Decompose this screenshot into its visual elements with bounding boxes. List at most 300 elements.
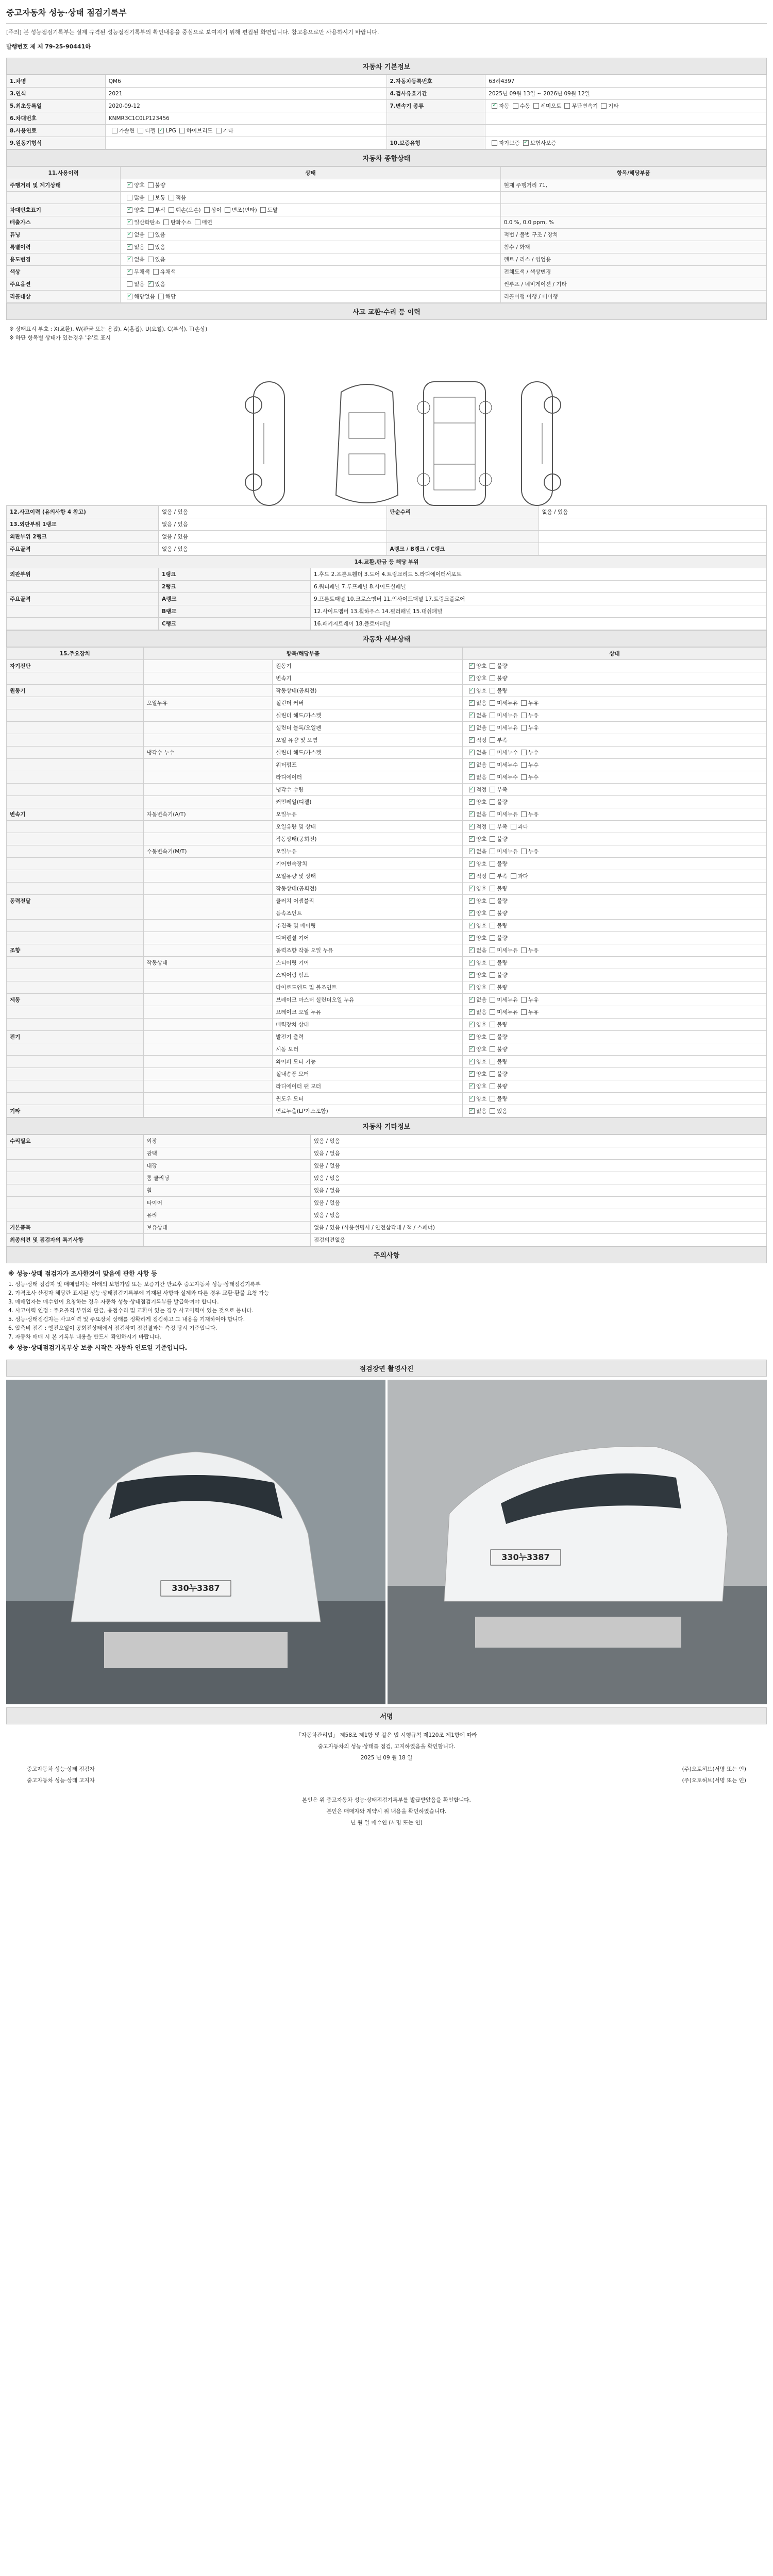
- group-cell: [143, 734, 273, 747]
- checkbox[interactable]: [490, 1096, 495, 1101]
- checkbox[interactable]: [490, 1022, 495, 1027]
- checkbox-label: 누유: [528, 947, 539, 954]
- status-cell: [121, 241, 501, 253]
- group-cell: [143, 660, 273, 672]
- checkbox[interactable]: [490, 787, 495, 792]
- item-cell: 등속조인트: [273, 907, 463, 920]
- checkbox-label: 불량: [497, 861, 508, 867]
- checkbox[interactable]: [521, 947, 527, 953]
- table-cell: 16.패키지트레이 18.플로어패널: [311, 618, 767, 630]
- checkbox[interactable]: [169, 207, 174, 213]
- checkbox[interactable]: [490, 1071, 495, 1077]
- checkbox-label: 없음: [476, 700, 487, 706]
- checkbox[interactable]: [490, 713, 495, 718]
- device-cell: [7, 932, 144, 944]
- checkbox[interactable]: [469, 1096, 475, 1101]
- checkbox[interactable]: [127, 207, 132, 213]
- checkbox[interactable]: [216, 128, 222, 133]
- front-plate-text: 330누3387: [172, 1583, 220, 1593]
- item-cell: 와이퍼 모터 기능: [273, 1056, 463, 1068]
- checkbox[interactable]: [127, 269, 132, 275]
- table-cell: 4.검사유효기간: [386, 88, 485, 100]
- checkbox[interactable]: [138, 128, 143, 133]
- checkbox-label: 양호: [134, 182, 145, 189]
- table-row: [7, 543, 767, 555]
- checkbox-label: 없음: [476, 774, 487, 781]
- checkbox[interactable]: [521, 713, 527, 718]
- checkbox[interactable]: [469, 1108, 475, 1114]
- table-header-row: [7, 167, 767, 179]
- checkbox[interactable]: [511, 873, 516, 879]
- table-row: [7, 672, 767, 685]
- checkbox[interactable]: [469, 849, 475, 854]
- checkbox[interactable]: [490, 1046, 495, 1052]
- device-cell: 제동: [7, 994, 144, 1006]
- checkbox[interactable]: [521, 997, 527, 1003]
- checkbox[interactable]: [533, 103, 539, 109]
- item-cell: 라디에이터 팬 모터: [273, 1080, 463, 1093]
- checkbox-label: 불량: [497, 836, 508, 842]
- column-header: 상태: [463, 648, 767, 660]
- checkbox[interactable]: [490, 1009, 495, 1015]
- checkbox[interactable]: [521, 750, 527, 755]
- device-cell: [7, 697, 144, 709]
- checkbox[interactable]: [469, 923, 475, 928]
- checkbox[interactable]: [127, 257, 132, 262]
- checkbox[interactable]: [127, 182, 132, 188]
- note-cell: [500, 204, 766, 216]
- status-cell: [463, 1006, 767, 1019]
- checkbox[interactable]: [490, 836, 495, 842]
- table-row: [7, 192, 767, 204]
- document-title: 중고자동차 성능·상태 점검기록부: [6, 4, 767, 24]
- group-cell: [143, 759, 273, 771]
- checkbox[interactable]: [490, 774, 495, 780]
- checkbox-label: LPG: [165, 128, 176, 134]
- checkbox[interactable]: [469, 836, 475, 842]
- checkbox-label: 없음: [476, 997, 487, 1003]
- row-label: 리콜대상: [7, 291, 121, 303]
- checkbox-label: 디젤: [145, 128, 156, 134]
- checkbox[interactable]: [490, 811, 495, 817]
- checkbox[interactable]: [469, 688, 475, 693]
- table-cell: [7, 605, 159, 618]
- checkbox[interactable]: [469, 1022, 475, 1027]
- checkbox-label: 누유: [528, 725, 539, 731]
- item-cell: 실내송풍 모터: [273, 1068, 463, 1080]
- checkbox-label: 세미오토: [540, 103, 562, 109]
- table-cell: 12.사고이력 (유의사항 4 참고): [7, 506, 159, 518]
- checkbox[interactable]: [127, 219, 132, 225]
- device-cell: [7, 845, 144, 858]
- table-row: [7, 1172, 767, 1184]
- table-cell: [539, 531, 767, 543]
- checkbox-label: 보통: [155, 195, 165, 201]
- device-cell: [7, 833, 144, 845]
- checkbox[interactable]: [490, 663, 495, 669]
- checkbox[interactable]: [195, 219, 200, 225]
- status-cell: [121, 266, 501, 278]
- table-cell: 7.변속기 종류: [386, 100, 485, 112]
- checkbox[interactable]: [469, 725, 475, 731]
- checkbox-label: 없음: [476, 750, 487, 756]
- item-cell: 커먼레일(디젤): [273, 796, 463, 808]
- item-cell: 시동 모터: [273, 1043, 463, 1056]
- checkbox[interactable]: [521, 1009, 527, 1015]
- checkbox-label: 미세누수: [497, 762, 518, 768]
- status-cell: [463, 920, 767, 932]
- checkbox-label: 누유: [528, 700, 539, 706]
- item-cell: 스티어링 기어: [273, 957, 463, 969]
- checkbox[interactable]: [490, 886, 495, 891]
- category-cell: 기본품목: [7, 1222, 144, 1234]
- checkbox[interactable]: [601, 103, 607, 109]
- table-row: [7, 932, 767, 944]
- checkbox[interactable]: [148, 281, 154, 287]
- checkbox[interactable]: [469, 898, 475, 904]
- checkbox[interactable]: [521, 700, 527, 706]
- checkbox[interactable]: [490, 824, 495, 829]
- checkbox[interactable]: [490, 688, 495, 693]
- table-cell: 6.차대번호: [7, 112, 106, 125]
- value-cell: 점검의견없음: [311, 1234, 767, 1246]
- basic-info-table: [6, 75, 767, 149]
- group-cell: [143, 833, 273, 845]
- checkbox[interactable]: [469, 750, 475, 755]
- checkbox[interactable]: [469, 960, 475, 965]
- checkbox[interactable]: [490, 1083, 495, 1089]
- table-cell: 2랭크: [159, 581, 311, 593]
- checkbox-label: 부족: [497, 873, 508, 879]
- group-cell: [143, 895, 273, 907]
- item-cell: 브레이크 오일 누유: [273, 1006, 463, 1019]
- checkbox[interactable]: [469, 700, 475, 706]
- item-cell: 오일누유: [273, 845, 463, 858]
- checkbox[interactable]: [490, 725, 495, 731]
- table-row: [7, 981, 767, 994]
- checkbox[interactable]: [490, 750, 495, 755]
- table-cell: [485, 100, 767, 112]
- checkbox[interactable]: [469, 1009, 475, 1015]
- device-cell: [7, 796, 144, 808]
- table-row: [7, 216, 767, 229]
- table-row: [7, 957, 767, 969]
- status-cell: [121, 229, 501, 241]
- checkbox[interactable]: [469, 1083, 475, 1089]
- signature-line-2: 중고자동차의 성능·상태를 점검, 고지하였음을 확인합니다.: [317, 1743, 456, 1750]
- checkbox[interactable]: [469, 947, 475, 953]
- checkbox-label: 매연: [201, 219, 212, 226]
- checkbox[interactable]: [469, 762, 475, 768]
- category-cell: [7, 1209, 144, 1222]
- checkbox[interactable]: [490, 762, 495, 768]
- checkbox-label: 양호: [476, 675, 487, 682]
- parts-header: 14.교환,판금 등 해당 부위: [7, 556, 767, 568]
- table-row: [7, 112, 767, 125]
- checkbox-label: 일산화탄소: [134, 219, 160, 226]
- checkbox-label: 도말: [267, 207, 278, 213]
- group-cell: [143, 944, 273, 957]
- checkbox[interactable]: [469, 713, 475, 718]
- checkbox-label: 해당: [165, 294, 176, 300]
- rear-plate-text: 330누3387: [501, 1552, 550, 1562]
- value-cell: 없음 / 있음 (사용설명서 / 안전삼각대 / 잭 / 스패너): [311, 1222, 767, 1234]
- checkbox[interactable]: [492, 140, 497, 146]
- checkbox[interactable]: [469, 663, 475, 669]
- checkbox[interactable]: [469, 774, 475, 780]
- checkbox-label: 양호: [476, 910, 487, 917]
- device-cell: [7, 709, 144, 722]
- checkbox[interactable]: [490, 873, 495, 879]
- table-cell: 단순수리: [386, 506, 539, 518]
- table-row: [7, 1147, 767, 1160]
- group-cell: 자동변속기(A/T): [143, 808, 273, 821]
- category-cell: [7, 1184, 144, 1197]
- table-row: [7, 870, 767, 883]
- checkbox[interactable]: [490, 923, 495, 928]
- checkbox[interactable]: [490, 1108, 495, 1114]
- checkbox[interactable]: [469, 1034, 475, 1040]
- checkbox-label: 양호: [476, 1022, 487, 1028]
- checkbox[interactable]: [158, 294, 164, 299]
- checkbox[interactable]: [158, 128, 164, 133]
- item-cell: 실린더 블록/오일팬: [273, 722, 463, 734]
- checkbox[interactable]: [469, 886, 475, 891]
- checkbox[interactable]: [469, 1071, 475, 1077]
- checkbox[interactable]: [469, 997, 475, 1003]
- item-cell: 오일누유: [273, 808, 463, 821]
- table-row: [7, 593, 767, 605]
- checkbox[interactable]: [521, 849, 527, 854]
- item-cell: 배력장치 상태: [273, 1019, 463, 1031]
- checkbox[interactable]: [490, 1059, 495, 1064]
- status-cell: [463, 883, 767, 895]
- status-cell: [463, 660, 767, 672]
- checkbox[interactable]: [521, 811, 527, 817]
- checkbox[interactable]: [148, 244, 154, 250]
- table-row: [7, 1043, 767, 1056]
- checkbox-label: 많음: [134, 195, 145, 201]
- checkbox-label: 양호: [476, 1046, 487, 1053]
- checkbox[interactable]: [523, 140, 529, 146]
- checkbox[interactable]: [469, 799, 475, 805]
- checkbox-label: 양호: [476, 923, 487, 929]
- status-cell: [121, 179, 501, 192]
- table-cell: 없음 / 있음: [159, 543, 387, 555]
- checkbox[interactable]: [179, 128, 185, 133]
- checkbox-label: 불량: [497, 688, 508, 694]
- caution-line: 7. 자동차 매매 시 본 기록부 내용을 반드시 확인하시기 바랍니다.: [8, 1334, 161, 1340]
- checkbox[interactable]: [469, 1046, 475, 1052]
- table-row: [7, 858, 767, 870]
- section-other-header: 자동차 기타정보: [6, 1117, 767, 1134]
- status-cell: [463, 944, 767, 957]
- item-cell: 유리: [143, 1209, 311, 1222]
- checkbox[interactable]: [490, 935, 495, 941]
- checkbox[interactable]: [153, 269, 159, 275]
- device-cell: 조향: [7, 944, 144, 957]
- item-cell: 실린더 헤드/가스켓: [273, 747, 463, 759]
- checkbox[interactable]: [490, 861, 495, 867]
- seller-label: 중고자동차 성능·상태 고지자: [27, 1777, 95, 1784]
- checkbox[interactable]: [469, 811, 475, 817]
- checkbox-label: 미세누유: [497, 947, 518, 954]
- checkbox[interactable]: [469, 985, 475, 990]
- status-cell: [463, 994, 767, 1006]
- table-cell: 8.사용연료: [7, 125, 106, 137]
- checkbox-label: 없음: [476, 1108, 487, 1114]
- table-row: [7, 568, 767, 581]
- checkbox[interactable]: [490, 849, 495, 854]
- table-cell: [539, 543, 767, 555]
- device-cell: [7, 1056, 144, 1068]
- receive-line-1: 본인은 위 중고자동차 성능·상태점검기록부를 발급받았음을 확인합니다.: [302, 1797, 471, 1803]
- checkbox[interactable]: [490, 960, 495, 965]
- checkbox[interactable]: [492, 103, 497, 109]
- checkbox[interactable]: [469, 972, 475, 978]
- status-cell: [463, 771, 767, 784]
- group-cell: [143, 1019, 273, 1031]
- row-label: 튜닝: [7, 229, 121, 241]
- checkbox[interactable]: [521, 774, 527, 780]
- checkbox-label: 불량: [497, 1071, 508, 1077]
- table-row: [7, 920, 767, 932]
- car-side-left-icon: [233, 377, 305, 511]
- checkbox[interactable]: [127, 232, 132, 238]
- checkbox[interactable]: [490, 675, 495, 681]
- device-cell: [7, 747, 144, 759]
- checkbox[interactable]: [469, 737, 475, 743]
- other-table: [6, 1134, 767, 1246]
- checkbox[interactable]: [163, 219, 169, 225]
- note-cell: 침수 / 화재: [500, 241, 766, 253]
- table-row: [7, 734, 767, 747]
- group-cell: [143, 858, 273, 870]
- checkbox[interactable]: [260, 207, 266, 213]
- checkbox[interactable]: [127, 294, 132, 299]
- checkbox[interactable]: [148, 195, 154, 200]
- checkbox[interactable]: [469, 787, 475, 792]
- group-cell: [143, 784, 273, 796]
- category-cell: 최종의견 및 점검자의 특기사항: [7, 1234, 144, 1246]
- checkbox[interactable]: [521, 725, 527, 731]
- checkbox[interactable]: [490, 985, 495, 990]
- table-cell: [485, 137, 767, 149]
- group-cell: [143, 981, 273, 994]
- caution-line: 4. 사고이력 인정 : 주요골격 부위의 판금, 용접수리 및 교환이 있는 경우 사고이력이 있는 것으로 봅니다.: [8, 1308, 254, 1314]
- table-row: [7, 1056, 767, 1068]
- status-cell: [463, 969, 767, 981]
- checkbox[interactable]: [490, 1034, 495, 1040]
- checkbox[interactable]: [490, 898, 495, 904]
- item-cell: 실린더 커버: [273, 697, 463, 709]
- checkbox-label: 적정: [476, 873, 487, 879]
- seller-sign: (주)오토허브(서명 또는 인): [682, 1777, 746, 1784]
- checkbox-label: 미세누유: [497, 849, 518, 855]
- group-cell: [143, 907, 273, 920]
- item-cell: 외장: [143, 1135, 311, 1147]
- checkbox[interactable]: [469, 910, 475, 916]
- checkbox-label: 불량: [497, 1046, 508, 1053]
- checkbox[interactable]: [169, 195, 174, 200]
- note-cell: 렌트 / 리스 / 영업용: [500, 253, 766, 266]
- checkbox-label: 없음: [476, 762, 487, 768]
- table-cell: [7, 618, 159, 630]
- checkbox[interactable]: [469, 1059, 475, 1064]
- device-cell: [7, 957, 144, 969]
- item-cell: 기어변속장치: [273, 858, 463, 870]
- checkbox[interactable]: [490, 737, 495, 743]
- checkbox[interactable]: [127, 244, 132, 250]
- checkbox[interactable]: [469, 861, 475, 867]
- checkbox-label: 변조(변타): [231, 207, 257, 213]
- checkbox-label: 없음: [134, 232, 145, 238]
- checkbox[interactable]: [511, 824, 516, 829]
- table-cell: 12.사이드멤버 13.휠하우스 14.필러패널 15.대쉬패널: [311, 605, 767, 618]
- status-cell: [463, 1080, 767, 1093]
- status-cell: [463, 907, 767, 920]
- checkbox[interactable]: [564, 103, 570, 109]
- checkbox[interactable]: [225, 207, 230, 213]
- device-cell: [7, 784, 144, 796]
- status-cell: [463, 957, 767, 969]
- table-row: [7, 808, 767, 821]
- note-cell: 현재 주행거리 71,: [500, 179, 766, 192]
- checkbox[interactable]: [112, 128, 117, 133]
- section-cautions-header: 주의사항: [6, 1246, 767, 1263]
- checkbox[interactable]: [148, 257, 154, 262]
- checkbox[interactable]: [127, 195, 132, 200]
- checkbox-label: 양호: [476, 935, 487, 941]
- checkbox[interactable]: [148, 182, 154, 188]
- checkbox[interactable]: [490, 700, 495, 706]
- table-cell: 1.차명: [7, 75, 106, 88]
- device-cell: [7, 1068, 144, 1080]
- column-header: 상태: [121, 167, 501, 179]
- group-cell: [143, 1105, 273, 1117]
- damage-legend-1: ※ 상태표시 부호 : X(교환), W(판금 또는 용접), A(흠집), U(요철), C(부식), T(손상): [9, 326, 208, 332]
- device-cell: 기타: [7, 1105, 144, 1117]
- checkbox-label: 없음: [476, 713, 487, 719]
- checkbox-label: 있음: [155, 281, 165, 287]
- checkbox[interactable]: [490, 799, 495, 805]
- checkbox[interactable]: [490, 972, 495, 978]
- checkbox[interactable]: [469, 873, 475, 879]
- checkbox[interactable]: [490, 997, 495, 1003]
- checkbox[interactable]: [148, 207, 154, 213]
- checkbox-label: 양호: [476, 1083, 487, 1090]
- checkbox[interactable]: [204, 207, 210, 213]
- value-cell: 있음 / 없음: [311, 1197, 767, 1209]
- item-cell: 클러치 어셈블리: [273, 895, 463, 907]
- checkbox[interactable]: [513, 103, 518, 109]
- table-cell: 1랭크: [159, 568, 311, 581]
- checkbox[interactable]: [521, 762, 527, 768]
- section-photos-header: 점검장면 촬영사진: [6, 1360, 767, 1377]
- status-cell: [463, 784, 767, 796]
- checkbox[interactable]: [490, 947, 495, 953]
- checkbox[interactable]: [148, 232, 154, 238]
- checkbox[interactable]: [469, 824, 475, 829]
- checkbox-label: 없음: [476, 811, 487, 818]
- checkbox-label: 훼손(오손): [175, 207, 201, 213]
- checkbox[interactable]: [469, 675, 475, 681]
- status-cell: [463, 1031, 767, 1043]
- table-row: [7, 845, 767, 858]
- checkbox[interactable]: [127, 281, 132, 287]
- checkbox[interactable]: [469, 935, 475, 941]
- checkbox[interactable]: [490, 910, 495, 916]
